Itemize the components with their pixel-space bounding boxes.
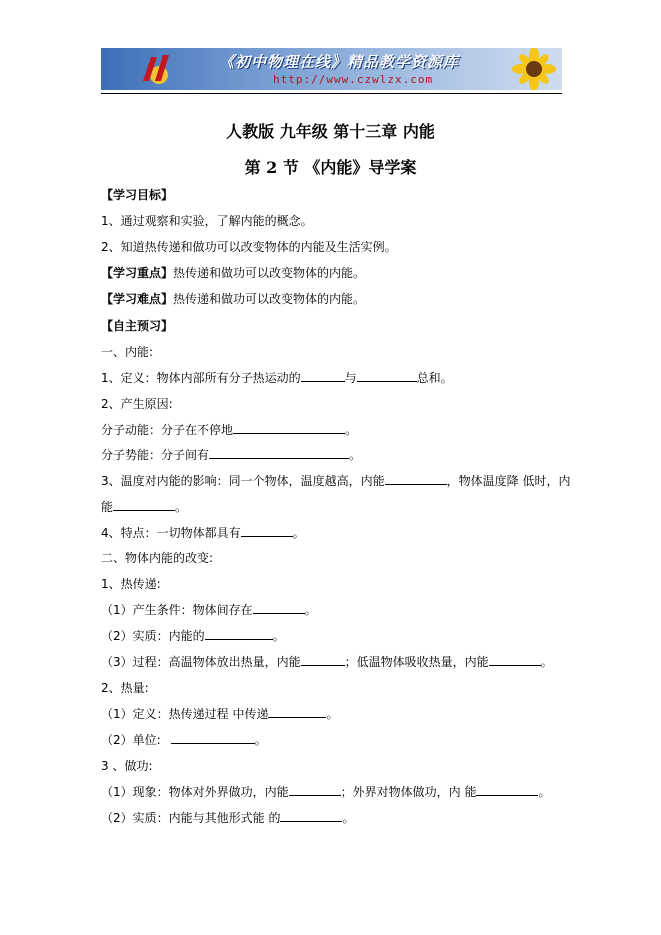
potential-line xyxy=(101,447,361,463)
work-essence-text: （2）实质：内能与其他形式能 的 xyxy=(101,811,281,825)
ht-process-blank-1[interactable] xyxy=(301,654,345,666)
heat-transfer-heading: 1、热传递: xyxy=(101,577,161,591)
temperature-blank-1[interactable] xyxy=(385,473,447,485)
difficult-text: 热传递和做功可以改变物体的内能。 xyxy=(173,292,366,306)
ht-process-blank-2[interactable] xyxy=(489,654,541,666)
potential-blank[interactable] xyxy=(209,447,349,459)
banner-title: 《初中物理在线》精品教学资源库 xyxy=(219,53,460,71)
cause-heading: 2、产生原因: xyxy=(101,397,173,411)
section-internal-energy: 一、内能: xyxy=(101,345,154,359)
ht-essence-end: 。 xyxy=(272,629,285,643)
ht-essence-line xyxy=(101,628,285,644)
site-logo-icon xyxy=(129,53,189,85)
work-phenomenon-end: 。 xyxy=(538,785,551,799)
key-point xyxy=(101,265,365,281)
ht-process-text-b: ；低温物体吸收热量，内能 xyxy=(344,655,489,669)
feature-blank[interactable] xyxy=(241,525,293,537)
sunflower-icon xyxy=(500,48,558,90)
ht-condition-line xyxy=(101,602,317,618)
key-text: 热传递和做功可以改变物体的内能。 xyxy=(173,266,366,280)
heat-heading: 2、热量: xyxy=(101,681,149,695)
heat-definition-end: 。 xyxy=(326,707,339,721)
key-heading: 【学习重点】 xyxy=(101,266,174,280)
kinetic-line xyxy=(101,422,357,438)
temperature-end: 。 xyxy=(175,500,188,514)
definition-text-c: 总和。 xyxy=(416,371,453,385)
work-phenomenon-line xyxy=(101,784,550,800)
ht-condition-text: （1）产生条件：物体间存在 xyxy=(101,603,253,617)
banner-url: http://www.czwlzx.com xyxy=(273,73,434,86)
heat-definition-line xyxy=(101,706,338,722)
definition-blank-1[interactable] xyxy=(301,370,345,382)
header-divider xyxy=(101,93,562,94)
definition-text-b: 与 xyxy=(344,371,357,385)
doc-title: 人教版 九年级 第十三章 内能 xyxy=(226,122,435,141)
definition-text-a: 1、定义：物体内部所有分子热运动的 xyxy=(101,371,301,385)
kinetic-blank[interactable] xyxy=(233,422,345,434)
heat-definition-blank[interactable] xyxy=(268,706,326,718)
work-essence-line xyxy=(101,810,354,826)
work-essence-blank[interactable] xyxy=(280,810,342,822)
temperature-text-c: 能 xyxy=(101,500,114,514)
kinetic-text: 分子动能：分子在不停地 xyxy=(101,423,234,437)
heat-unit-blank[interactable] xyxy=(171,732,255,744)
ht-process-line xyxy=(101,654,553,670)
goal-1: 1、通过观察和实验，了解内能的概念。 xyxy=(101,214,313,228)
temperature-text-b: ，物体温度降 低时，内 xyxy=(446,474,571,488)
ht-essence-text: （2）实质：内能的 xyxy=(101,629,205,643)
section-change: 二、物体内能的改变: xyxy=(101,551,214,565)
goals-heading: 【学习目标】 xyxy=(101,188,174,202)
difficult-heading: 【学习难点】 xyxy=(101,292,174,306)
potential-end: 。 xyxy=(349,448,362,462)
ht-essence-blank[interactable] xyxy=(205,628,273,640)
work-essence-end: 。 xyxy=(342,811,355,825)
work-phenomenon-blank-1[interactable] xyxy=(289,784,341,796)
heat-unit-end: 。 xyxy=(254,733,267,747)
definition-line xyxy=(101,370,453,386)
feature-line xyxy=(101,525,305,541)
goal-2: 2、知道热传递和做功可以改变物体的内能及生活实例。 xyxy=(101,240,397,254)
potential-text: 分子势能：分子间有 xyxy=(101,448,210,462)
ht-condition-end: 。 xyxy=(304,603,317,617)
ht-condition-blank[interactable] xyxy=(253,602,305,614)
ht-process-end: 。 xyxy=(540,655,553,669)
kinetic-end: 。 xyxy=(345,423,358,437)
preview-heading: 【自主预习】 xyxy=(101,319,174,333)
feature-end: 。 xyxy=(292,526,305,540)
header-banner xyxy=(101,48,562,90)
feature-text: 4、特点：一切物体都具有 xyxy=(101,526,241,540)
heat-unit-line xyxy=(101,732,267,748)
work-phenomenon-blank-2[interactable] xyxy=(476,784,538,796)
doc-subtitle: 第 2 节 《内能》导学案 xyxy=(244,158,417,177)
temperature-blank-2[interactable] xyxy=(113,499,175,511)
temperature-line xyxy=(101,473,570,489)
heat-definition-text: （1）定义：热传递过程 中传递 xyxy=(101,707,269,721)
temperature-line-2 xyxy=(101,499,187,515)
ht-process-text-a: （3）过程：高温物体放出热量，内能 xyxy=(101,655,301,669)
temperature-text-a: 3、温度对内能的影响：同一个物体，温度越高，内能 xyxy=(101,474,385,488)
work-phenomenon-text-b: ；外界对物体做功，内 能 xyxy=(340,785,477,799)
work-phenomenon-text-a: （1）现象：物体对外界做功，内能 xyxy=(101,785,289,799)
heat-unit-text: （2）单位: xyxy=(101,733,161,747)
work-heading: 3 、做功: xyxy=(101,759,153,773)
difficult-point xyxy=(101,291,365,307)
definition-blank-2[interactable] xyxy=(357,370,417,382)
